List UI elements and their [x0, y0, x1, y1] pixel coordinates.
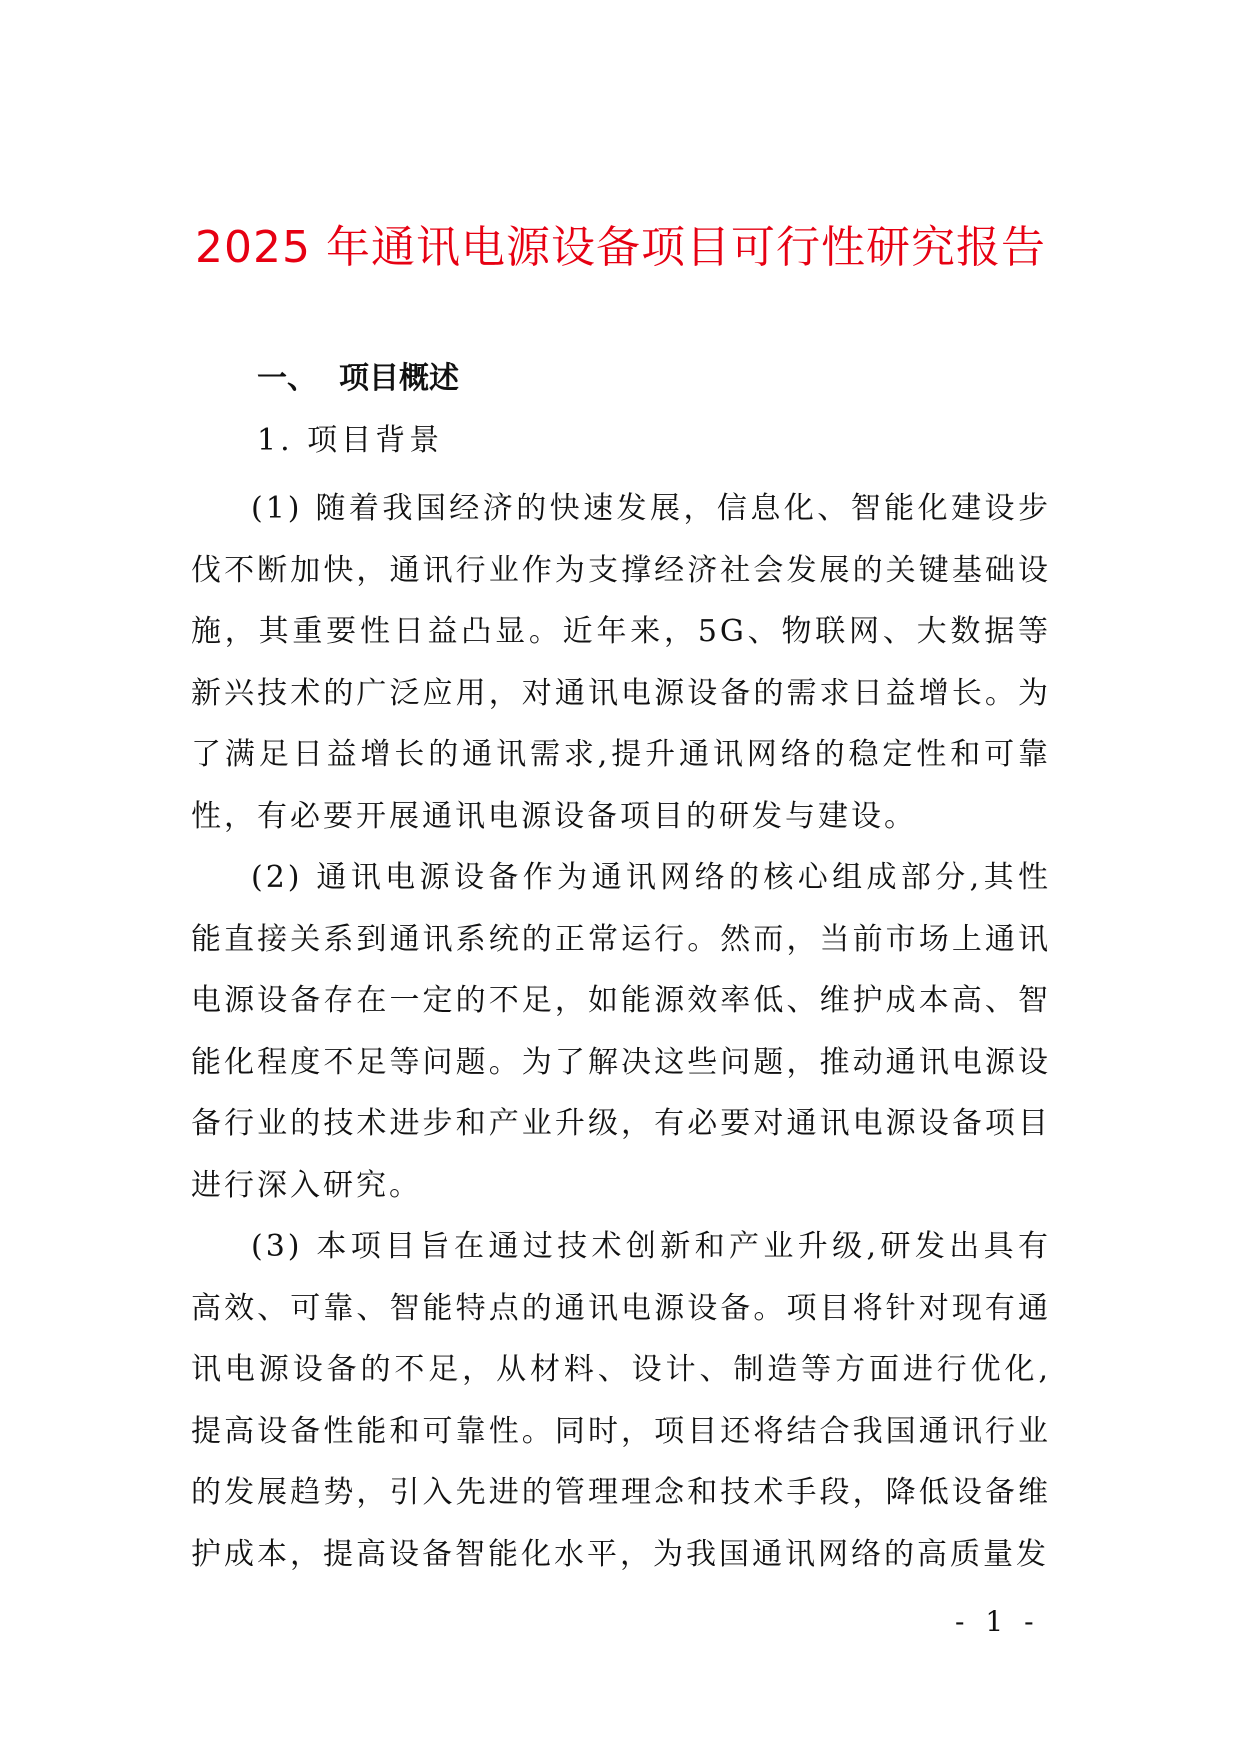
subsection-heading: 1. 项目背景 — [257, 423, 444, 458]
section-heading-text: 项目概述 — [339, 361, 459, 396]
page-number: - 1 - — [955, 1605, 1040, 1638]
section-heading — [257, 356, 459, 402]
body-text — [191, 478, 1051, 1585]
paragraph-2: (2) 通讯电源设备作为通讯网络的核心组成部分,其性能直接关系到通讯系统的正常运行。然而，当前市场上通讯电源设备存在一定的不足，如能源效率低、维护成本高、智能化程度不足等问题。为了解决这些问题，推动通讯电源设备行业的技术进步和产业升级，有必要对通讯电源设备项目进行深入研究。 — [191, 860, 1051, 1203]
section-number: 一、 — [257, 361, 317, 396]
document-title: 2025 年通讯电源设备项目可行性研究报告 — [195, 222, 1046, 273]
paragraph-1: (1) 随着我国经济的快速发展，信息化、智能化建设步伐不断加快，通讯行业作为支撑经济社会发展的关键基础设施，其重要性日益凸显。近年来，5G、物联网、大数据等新兴技术的广泛应用，对通讯电源设备的需求日益增长。为了满足日益增长的通讯需求,提升通讯网络的稳定性和可靠性，有必要开展通讯电源设备项目的研发与建设。 — [191, 491, 1051, 834]
paragraph-3: (3) 本项目旨在通过技术创新和产业升级,研发出具有高效、可靠、智能特点的通讯电源设备。项目将针对现有通讯电源设备的不足，从材料、设计、制造等方面进行优化,提高设备性能和可靠性。同时，项目还将结合我国通讯行业的发展趋势，引入先进的管理理念和技术手段，降低设备维护成本，提高设备智能化水平，为我国通讯网络的高质量发 — [191, 1229, 1051, 1572]
